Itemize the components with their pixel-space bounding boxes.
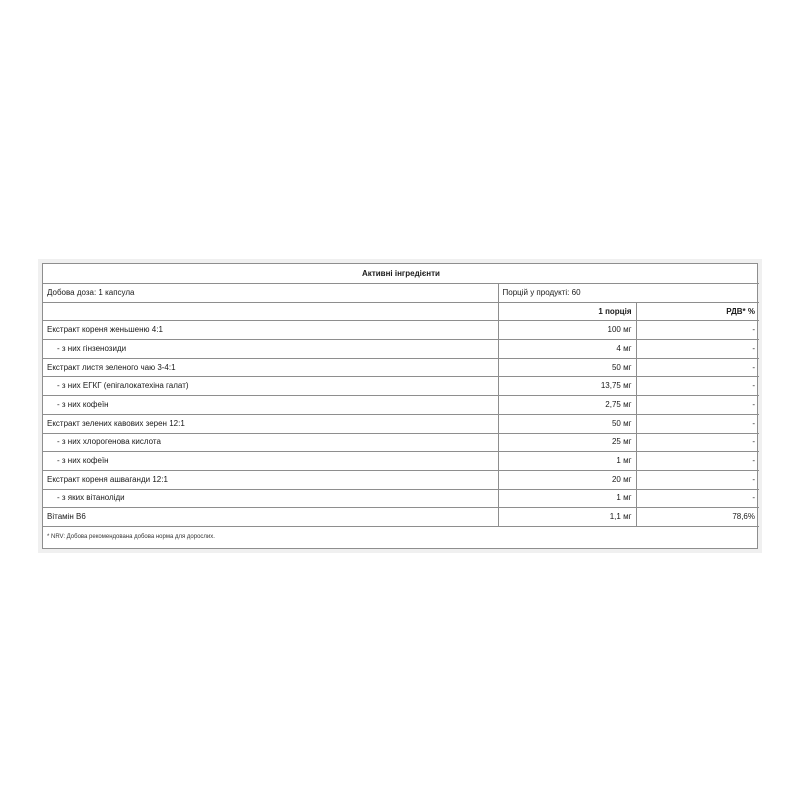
ingredient-amount: 50 мг xyxy=(498,414,636,433)
ingredient-rdv: - xyxy=(636,489,759,508)
ingredient-rdv: - xyxy=(636,321,759,340)
ingredient-rdv: - xyxy=(636,340,759,359)
col-header-rdv: РДВ* % xyxy=(636,302,759,321)
ingredient-row xyxy=(43,414,759,433)
title-row xyxy=(43,264,759,284)
ingredient-amount: 2,75 мг xyxy=(498,396,636,415)
ingredient-name: Екстракт кореня женьшеню 4:1 xyxy=(43,321,498,340)
ingredient-row xyxy=(43,470,759,489)
ingredient-row xyxy=(43,489,759,508)
ingredient-name: Екстракт листя зеленого чаю 3-4:1 xyxy=(43,358,498,377)
ingredient-row xyxy=(43,358,759,377)
ingredient-name: - з них ЕГКГ (епігалокатехіна галат) xyxy=(43,377,498,396)
supplement-facts-panel xyxy=(42,263,758,549)
col-header-serving: 1 порція xyxy=(498,302,636,321)
ingredient-name: Екстракт зелених кавових зерен 12:1 xyxy=(43,414,498,433)
header-empty xyxy=(43,302,498,321)
ingredient-amount: 25 мг xyxy=(498,433,636,452)
ingredient-amount: 1,1 мг xyxy=(498,508,636,527)
ingredient-row xyxy=(43,377,759,396)
ingredient-amount: 13,75 мг xyxy=(498,377,636,396)
ingredient-amount: 50 мг xyxy=(498,358,636,377)
ingredients-table xyxy=(43,264,759,527)
ingredient-row xyxy=(43,433,759,452)
ingredient-rdv: - xyxy=(636,452,759,471)
ingredient-rdv: 78,6% xyxy=(636,508,759,527)
ingredient-row xyxy=(43,452,759,471)
table-title: Активні інгредієнти xyxy=(43,264,759,284)
ingredient-amount: 1 мг xyxy=(498,489,636,508)
daily-dose: Добова доза: 1 капсула xyxy=(43,284,498,303)
ingredient-amount: 1 мг xyxy=(498,452,636,471)
footnote: * NRV: Добова рекомендована добова норма для дорослих. xyxy=(47,533,215,540)
ingredient-rdv: - xyxy=(636,377,759,396)
ingredient-row xyxy=(43,396,759,415)
ingredient-name: - з них кофеїн xyxy=(43,396,498,415)
ingredient-row xyxy=(43,321,759,340)
ingredient-rdv: - xyxy=(636,396,759,415)
ingredient-amount: 4 мг xyxy=(498,340,636,359)
ingredient-rdv: - xyxy=(636,433,759,452)
ingredient-amount: 100 мг xyxy=(498,321,636,340)
ingredient-rdv: - xyxy=(636,470,759,489)
ingredient-name: - з яких вітаноліди xyxy=(43,489,498,508)
header-row xyxy=(43,302,759,321)
ingredient-name: Екстракт кореня ашваганди 12:1 xyxy=(43,470,498,489)
ingredient-amount: 20 мг xyxy=(498,470,636,489)
servings-per-container: Порцій у продукті: 60 xyxy=(498,284,759,303)
ingredient-name: - з них кофеїн xyxy=(43,452,498,471)
ingredient-name: - з них гінзенозиди xyxy=(43,340,498,359)
ingredient-rdv: - xyxy=(636,414,759,433)
dose-row xyxy=(43,284,759,303)
ingredient-name: - з них хлорогенова кислота xyxy=(43,433,498,452)
ingredient-rdv: - xyxy=(636,358,759,377)
ingredient-row xyxy=(43,508,759,527)
ingredient-row xyxy=(43,340,759,359)
ingredient-name: Вітамін В6 xyxy=(43,508,498,527)
